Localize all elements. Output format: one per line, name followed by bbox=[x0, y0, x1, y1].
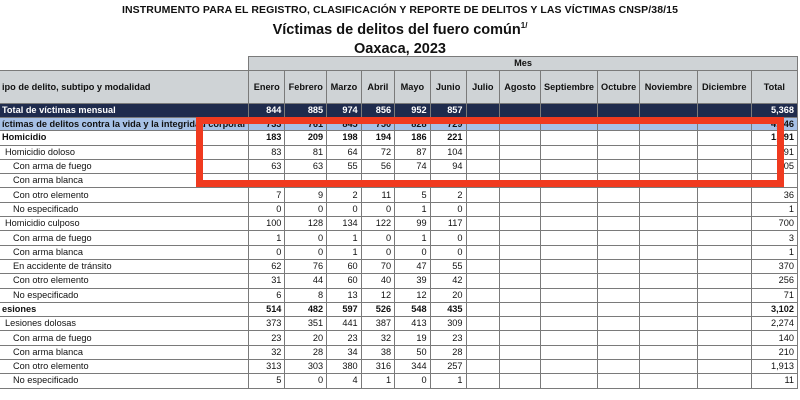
value-cell: 309 bbox=[430, 317, 466, 331]
value-cell: 482 bbox=[285, 302, 327, 316]
value-cell bbox=[541, 231, 598, 245]
value-cell: 47 bbox=[395, 259, 431, 273]
row-label: Con arma de fuego bbox=[0, 331, 249, 345]
value-cell bbox=[697, 360, 751, 374]
table-row bbox=[0, 202, 798, 216]
row-label: No especificado bbox=[0, 202, 249, 216]
value-cell bbox=[500, 231, 541, 245]
value-cell: 100 bbox=[249, 217, 285, 231]
value-cell: 2 bbox=[327, 188, 362, 202]
total-row-label: Total de víctimas mensual bbox=[0, 104, 249, 118]
value-cell: 39 bbox=[395, 274, 431, 288]
value-cell: 0 bbox=[285, 374, 327, 388]
value-cell bbox=[500, 188, 541, 202]
value-cell bbox=[640, 231, 698, 245]
value-cell bbox=[640, 345, 698, 359]
value-cell: 0 bbox=[430, 245, 466, 259]
value-cell bbox=[697, 302, 751, 316]
total-row bbox=[0, 104, 798, 118]
value-cell bbox=[598, 331, 640, 345]
value-cell: 729 bbox=[430, 118, 466, 131]
value-cell bbox=[640, 217, 698, 231]
table-row bbox=[0, 331, 798, 345]
value-cell: 38 bbox=[361, 345, 394, 359]
value-cell: 2 bbox=[430, 188, 466, 202]
value-cell bbox=[697, 202, 751, 216]
value-cell bbox=[466, 231, 500, 245]
value-cell: 63 bbox=[249, 159, 285, 173]
row-total-cell: 3 bbox=[751, 231, 797, 245]
value-cell bbox=[541, 302, 598, 316]
value-cell: 828 bbox=[395, 118, 431, 131]
value-cell: 70 bbox=[361, 259, 394, 273]
value-cell: 1 bbox=[430, 374, 466, 388]
value-cell bbox=[541, 202, 598, 216]
value-cell bbox=[640, 360, 698, 374]
value-cell: 23 bbox=[430, 331, 466, 345]
value-cell: 0 bbox=[249, 245, 285, 259]
value-cell: 32 bbox=[249, 345, 285, 359]
value-cell: 303 bbox=[285, 360, 327, 374]
value-cell bbox=[500, 345, 541, 359]
value-cell bbox=[466, 331, 500, 345]
month-header-2: Marzo bbox=[327, 71, 362, 104]
row-total-cell: 3,102 bbox=[751, 302, 797, 316]
value-cell: 81 bbox=[285, 145, 327, 159]
value-cell: 0 bbox=[285, 202, 327, 216]
value-cell: 44 bbox=[285, 274, 327, 288]
value-cell: 952 bbox=[395, 104, 431, 118]
column-header-row bbox=[0, 71, 798, 104]
value-cell: 128 bbox=[285, 217, 327, 231]
value-cell bbox=[500, 217, 541, 231]
value-cell: 56 bbox=[361, 159, 394, 173]
row-total-cell: 1 bbox=[751, 245, 797, 259]
value-cell bbox=[598, 345, 640, 359]
month-header-9: Octubre bbox=[598, 71, 640, 104]
value-cell: 83 bbox=[249, 145, 285, 159]
value-cell bbox=[697, 345, 751, 359]
row-label: Con arma de fuego bbox=[0, 231, 249, 245]
value-cell bbox=[697, 104, 751, 118]
value-cell bbox=[500, 317, 541, 331]
value-cell bbox=[598, 104, 640, 118]
value-cell bbox=[598, 217, 640, 231]
row-total-cell: 210 bbox=[751, 345, 797, 359]
value-cell bbox=[541, 245, 598, 259]
value-cell: 844 bbox=[249, 104, 285, 118]
value-cell: 12 bbox=[361, 288, 394, 302]
value-cell bbox=[466, 374, 500, 388]
row-label: Con arma blanca bbox=[0, 174, 249, 188]
value-cell: 60 bbox=[327, 274, 362, 288]
value-cell: 42 bbox=[430, 274, 466, 288]
value-cell bbox=[541, 374, 598, 388]
value-cell bbox=[466, 217, 500, 231]
row-total-cell: 405 bbox=[751, 159, 797, 173]
value-cell: 257 bbox=[430, 360, 466, 374]
value-cell bbox=[466, 317, 500, 331]
table-row bbox=[0, 374, 798, 388]
value-cell: 0 bbox=[430, 231, 466, 245]
row-total-cell: 1 bbox=[751, 202, 797, 216]
value-cell: 6 bbox=[249, 288, 285, 302]
row-total-cell: 2,274 bbox=[751, 317, 797, 331]
table-row bbox=[0, 317, 798, 331]
value-cell: 99 bbox=[395, 217, 431, 231]
value-cell: 62 bbox=[249, 259, 285, 273]
row-label: Con arma de fuego bbox=[0, 159, 249, 173]
value-cell: 441 bbox=[327, 317, 362, 331]
month-header-4: Mayo bbox=[395, 71, 431, 104]
value-cell: 0 bbox=[249, 202, 285, 216]
value-cell bbox=[500, 274, 541, 288]
table-row bbox=[0, 288, 798, 302]
value-cell bbox=[541, 345, 598, 359]
value-cell: 11 bbox=[361, 188, 394, 202]
value-cell bbox=[640, 302, 698, 316]
value-cell: 28 bbox=[285, 345, 327, 359]
report-title bbox=[0, 21, 800, 38]
value-cell: 221 bbox=[430, 131, 466, 145]
value-cell bbox=[466, 259, 500, 273]
value-cell bbox=[466, 345, 500, 359]
value-cell: 72 bbox=[361, 145, 394, 159]
value-cell: 351 bbox=[285, 317, 327, 331]
value-cell bbox=[466, 188, 500, 202]
value-cell bbox=[541, 331, 598, 345]
value-cell bbox=[541, 259, 598, 273]
row-label: Homicidio bbox=[0, 131, 249, 145]
row-total-cell: 4,646 bbox=[751, 118, 797, 131]
value-cell bbox=[466, 360, 500, 374]
value-cell: 28 bbox=[430, 345, 466, 359]
value-cell: 974 bbox=[327, 104, 362, 118]
value-cell: 76 bbox=[285, 259, 327, 273]
value-cell: 12 bbox=[395, 288, 431, 302]
table-row bbox=[0, 245, 798, 259]
value-cell: 4 bbox=[327, 374, 362, 388]
value-cell: 209 bbox=[285, 131, 327, 145]
value-cell bbox=[598, 202, 640, 216]
value-cell bbox=[500, 374, 541, 388]
instrument-header: INSTRUMENTO PARA EL REGISTRO, CLASIFICACIÓN Y REPORTE DE DELITOS Y LAS VÍCTIMAS CNSP/38/15 bbox=[121, 4, 679, 16]
value-cell: 316 bbox=[361, 360, 394, 374]
category-column-header: ipo de delito, subtipo y modalidad bbox=[0, 71, 249, 104]
value-cell bbox=[697, 259, 751, 273]
table-row bbox=[0, 231, 798, 245]
value-cell: 857 bbox=[430, 104, 466, 118]
value-cell: 733 bbox=[249, 118, 285, 131]
row-label: Homicidio doloso bbox=[0, 145, 249, 159]
value-cell: 856 bbox=[361, 104, 394, 118]
value-cell: 104 bbox=[430, 145, 466, 159]
table-row bbox=[0, 274, 798, 288]
value-cell bbox=[640, 317, 698, 331]
value-cell bbox=[598, 188, 640, 202]
value-cell bbox=[697, 374, 751, 388]
value-cell bbox=[466, 104, 500, 118]
value-cell bbox=[466, 274, 500, 288]
value-cell bbox=[598, 302, 640, 316]
value-cell bbox=[541, 288, 598, 302]
value-cell: 13 bbox=[327, 288, 362, 302]
value-cell bbox=[500, 104, 541, 118]
value-cell: 1 bbox=[327, 231, 362, 245]
value-cell: 1 bbox=[395, 202, 431, 216]
value-cell bbox=[640, 288, 698, 302]
value-cell: 8 bbox=[285, 288, 327, 302]
row-total-cell: 5,368 bbox=[751, 104, 797, 118]
value-cell bbox=[500, 288, 541, 302]
month-header-11: Diciembre bbox=[697, 71, 751, 104]
value-cell bbox=[697, 188, 751, 202]
value-cell bbox=[598, 274, 640, 288]
value-cell: 1 bbox=[361, 374, 394, 388]
row-label: En accidente de tránsito bbox=[0, 259, 249, 273]
value-cell: 63 bbox=[285, 159, 327, 173]
value-cell: 0 bbox=[361, 245, 394, 259]
row-total-cell: 11 bbox=[751, 374, 797, 388]
value-cell bbox=[697, 317, 751, 331]
row-total-cell: 1,191 bbox=[751, 131, 797, 145]
value-cell bbox=[541, 360, 598, 374]
value-cell: 526 bbox=[361, 302, 394, 316]
value-cell: 548 bbox=[395, 302, 431, 316]
value-cell bbox=[541, 104, 598, 118]
victims-table bbox=[0, 56, 798, 389]
row-total-cell: 71 bbox=[751, 288, 797, 302]
value-cell bbox=[598, 360, 640, 374]
value-cell: 9 bbox=[285, 188, 327, 202]
value-cell: 32 bbox=[361, 331, 394, 345]
row-total-cell: 256 bbox=[751, 274, 797, 288]
value-cell: 0 bbox=[361, 231, 394, 245]
value-cell: 134 bbox=[327, 217, 362, 231]
value-cell: 194 bbox=[361, 131, 394, 145]
value-cell bbox=[697, 231, 751, 245]
empty-header-cell bbox=[0, 57, 249, 71]
month-header-5: Junio bbox=[430, 71, 466, 104]
value-cell: 5 bbox=[249, 374, 285, 388]
month-group-header-row bbox=[0, 57, 798, 71]
value-cell: 20 bbox=[285, 331, 327, 345]
value-cell: 23 bbox=[327, 331, 362, 345]
value-cell: 0 bbox=[395, 374, 431, 388]
value-cell: 387 bbox=[361, 317, 394, 331]
table-row bbox=[0, 302, 798, 316]
value-cell bbox=[500, 245, 541, 259]
value-cell: 7 bbox=[249, 188, 285, 202]
value-cell: 55 bbox=[327, 159, 362, 173]
row-label: Homicidio culposo bbox=[0, 217, 249, 231]
value-cell bbox=[541, 217, 598, 231]
report-subtitle: Oaxaca, 2023 bbox=[354, 41, 446, 57]
value-cell: 313 bbox=[249, 360, 285, 374]
value-cell: 94 bbox=[430, 159, 466, 173]
value-cell: 597 bbox=[327, 302, 362, 316]
month-header-8: Septiembre bbox=[541, 71, 598, 104]
value-cell bbox=[541, 188, 598, 202]
value-cell bbox=[598, 288, 640, 302]
value-cell: 74 bbox=[395, 159, 431, 173]
value-cell bbox=[500, 202, 541, 216]
value-cell: 122 bbox=[361, 217, 394, 231]
value-cell: 1 bbox=[327, 245, 362, 259]
value-cell bbox=[697, 288, 751, 302]
value-cell bbox=[640, 245, 698, 259]
row-total-cell: 36 bbox=[751, 188, 797, 202]
value-cell: 50 bbox=[395, 345, 431, 359]
value-cell bbox=[500, 360, 541, 374]
row-label: Con otro elemento bbox=[0, 188, 249, 202]
value-cell: 87 bbox=[395, 145, 431, 159]
value-cell bbox=[640, 104, 698, 118]
value-cell: 34 bbox=[327, 345, 362, 359]
value-cell bbox=[598, 231, 640, 245]
value-cell: 0 bbox=[285, 231, 327, 245]
title-footnote-mark: 1/ bbox=[520, 21, 528, 30]
month-header-6: Julio bbox=[466, 71, 500, 104]
value-cell: 183 bbox=[249, 131, 285, 145]
value-cell bbox=[598, 245, 640, 259]
value-cell: 0 bbox=[361, 202, 394, 216]
table-row bbox=[0, 259, 798, 273]
row-total-cell: 140 bbox=[751, 331, 797, 345]
value-cell: 750 bbox=[361, 118, 394, 131]
row-label: No especificado bbox=[0, 374, 249, 388]
value-cell bbox=[466, 245, 500, 259]
value-cell: 373 bbox=[249, 317, 285, 331]
value-cell: 413 bbox=[395, 317, 431, 331]
value-cell bbox=[466, 302, 500, 316]
row-total-cell: 491 bbox=[751, 145, 797, 159]
value-cell bbox=[640, 374, 698, 388]
value-cell bbox=[697, 245, 751, 259]
value-cell: 0 bbox=[285, 245, 327, 259]
value-cell bbox=[697, 274, 751, 288]
value-cell: 380 bbox=[327, 360, 362, 374]
value-cell: 186 bbox=[395, 131, 431, 145]
value-cell bbox=[466, 288, 500, 302]
table-row bbox=[0, 345, 798, 359]
value-cell bbox=[500, 302, 541, 316]
value-cell bbox=[598, 374, 640, 388]
value-cell bbox=[640, 274, 698, 288]
row-label: Con arma blanca bbox=[0, 345, 249, 359]
value-cell: 1 bbox=[395, 231, 431, 245]
vida-row-label: íctimas de delitos contra la vida y la integridad corporal bbox=[0, 118, 249, 131]
value-cell bbox=[640, 202, 698, 216]
value-cell: 514 bbox=[249, 302, 285, 316]
row-label: No especificado bbox=[0, 288, 249, 302]
value-cell: 435 bbox=[430, 302, 466, 316]
row-total-cell: 700 bbox=[751, 217, 797, 231]
table-row bbox=[0, 360, 798, 374]
value-cell bbox=[640, 259, 698, 273]
value-cell: 20 bbox=[430, 288, 466, 302]
value-cell bbox=[466, 202, 500, 216]
value-cell: 198 bbox=[327, 131, 362, 145]
value-cell bbox=[640, 188, 698, 202]
value-cell bbox=[640, 331, 698, 345]
value-cell: 0 bbox=[395, 245, 431, 259]
value-cell bbox=[541, 274, 598, 288]
row-label: Lesiones dolosas bbox=[0, 317, 249, 331]
value-cell bbox=[500, 259, 541, 273]
row-label: Con arma blanca bbox=[0, 245, 249, 259]
value-cell bbox=[541, 317, 598, 331]
mes-header: Mes bbox=[249, 57, 798, 71]
value-cell bbox=[697, 331, 751, 345]
report-title-text: Víctimas de delitos del fuero común bbox=[272, 21, 521, 38]
value-cell: 761 bbox=[285, 118, 327, 131]
value-cell: 1 bbox=[249, 231, 285, 245]
value-cell: 31 bbox=[249, 274, 285, 288]
month-header-7: Agosto bbox=[500, 71, 541, 104]
value-cell: 19 bbox=[395, 331, 431, 345]
row-label: Con otro elemento bbox=[0, 360, 249, 374]
value-cell bbox=[697, 217, 751, 231]
table-row bbox=[0, 188, 798, 202]
row-total-cell: 370 bbox=[751, 259, 797, 273]
value-cell bbox=[598, 259, 640, 273]
value-cell: 23 bbox=[249, 331, 285, 345]
value-cell: 64 bbox=[327, 145, 362, 159]
red-highlight-box bbox=[196, 117, 784, 187]
month-header-1: Febrero bbox=[285, 71, 327, 104]
value-cell: 0 bbox=[430, 202, 466, 216]
value-cell bbox=[500, 331, 541, 345]
month-header-3: Abril bbox=[361, 71, 394, 104]
value-cell: 55 bbox=[430, 259, 466, 273]
value-cell: 5 bbox=[395, 188, 431, 202]
table-row bbox=[0, 217, 798, 231]
value-cell bbox=[598, 317, 640, 331]
value-cell: 845 bbox=[327, 118, 362, 131]
month-header-10: Noviembre bbox=[640, 71, 698, 104]
value-cell: 344 bbox=[395, 360, 431, 374]
row-label: esiones bbox=[0, 302, 249, 316]
value-cell: 0 bbox=[327, 202, 362, 216]
value-cell: 885 bbox=[285, 104, 327, 118]
row-total-cell: 1,913 bbox=[751, 360, 797, 374]
row-label: Con otro elemento bbox=[0, 274, 249, 288]
value-cell: 60 bbox=[327, 259, 362, 273]
month-header-0: Enero bbox=[249, 71, 285, 104]
value-cell: 40 bbox=[361, 274, 394, 288]
total-column-header: Total bbox=[751, 71, 797, 104]
value-cell: 117 bbox=[430, 217, 466, 231]
